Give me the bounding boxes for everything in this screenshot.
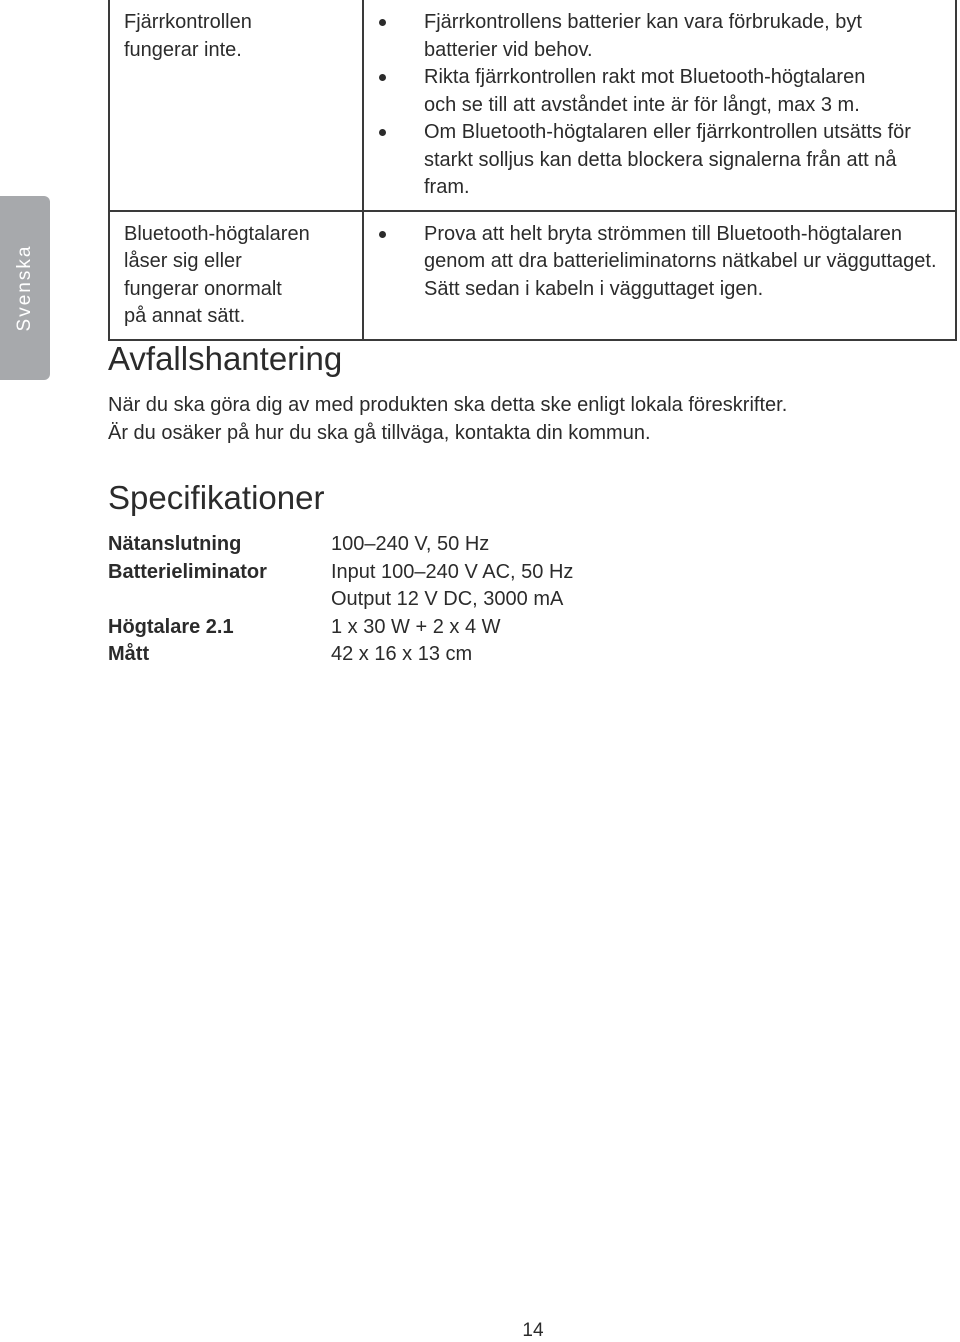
bullet-icon — [379, 19, 386, 26]
solution-cell — [363, 211, 956, 340]
waste-heading: Avfallshantering — [108, 340, 343, 377]
solution-line: Prova att helt bryta strömmen till Bluetooth-högtalaren — [424, 222, 903, 245]
solution-line: Sätt sedan i kabeln i vägguttaget igen. — [424, 277, 764, 300]
solution-line: genom att dra batterieliminatorns nätkabel ur vägguttaget. — [424, 250, 937, 272]
spec-row — [108, 531, 573, 559]
language-side-tab — [0, 196, 50, 380]
spec-row — [108, 559, 573, 614]
spec-value-line: 42 x 16 x 13 cm — [331, 643, 473, 665]
spec-value — [331, 641, 472, 669]
specs-list — [108, 531, 573, 669]
problem-line: låser sig eller — [124, 250, 242, 272]
problem-line: på annat sätt. — [124, 305, 246, 327]
problem-line: Fjärrkontrollen — [124, 11, 252, 33]
spec-label: Högtalare 2.1 — [108, 615, 234, 638]
solution-line: Om Bluetooth-högtalaren eller fjärrkontrollen utsätts för — [424, 121, 911, 143]
page-number: 14 — [522, 1320, 544, 1341]
waste-line: Är du osäker på hur du ska gå tillväga, kontakta din kommun. — [108, 422, 651, 444]
spec-value-line: 100–240 V, 50 Hz — [331, 533, 490, 555]
spec-value-line: 1 x 30 W + 2 x 4 W — [331, 615, 501, 638]
problem-line: fungerar inte. — [124, 38, 242, 61]
list-item — [376, 221, 945, 304]
solution-line: och se till att avståndet inte är för långt, max 3 m. — [424, 93, 860, 116]
spec-value — [331, 531, 489, 559]
problem-line: Bluetooth-högtalaren — [124, 222, 310, 245]
specs-heading: Specifikationer — [108, 479, 325, 516]
list-item — [376, 119, 945, 202]
waste-text — [108, 391, 787, 447]
table-row — [109, 0, 956, 211]
solution-line: Rikta fjärrkontrollen rakt mot Bluetooth-högtalaren — [424, 66, 866, 88]
language-label: Svenska — [14, 244, 35, 332]
solution-list — [376, 221, 945, 304]
spec-value-line: Input 100–240 V AC, 50 Hz — [331, 560, 574, 583]
spec-label: Nätanslutning — [108, 533, 242, 555]
spec-row — [108, 641, 573, 669]
solution-list — [376, 9, 945, 202]
solution-line: Fjärrkontrollens batterier kan vara förbrukade, byt — [424, 11, 862, 33]
spec-label: Batterieliminator — [108, 560, 267, 583]
problem-cell — [109, 211, 363, 340]
troubleshooting-table — [108, 0, 957, 341]
spec-value — [331, 614, 501, 642]
spec-label: Mått — [108, 643, 150, 665]
problem-line: fungerar onormalt — [124, 277, 282, 300]
spec-row — [108, 614, 573, 642]
table-row — [109, 211, 956, 340]
spec-value-line: Output 12 V DC, 3000 mA — [331, 588, 564, 610]
solution-line: starkt solljus kan detta blockera signalerna från att nå fram. — [424, 148, 897, 198]
list-item — [376, 64, 945, 119]
list-item — [376, 9, 945, 64]
bullet-icon — [379, 231, 386, 238]
solution-cell — [363, 0, 956, 211]
waste-line: När du ska göra dig av med produkten ska detta ske enligt lokala föreskrifter. — [108, 394, 788, 416]
bullet-icon — [379, 74, 386, 81]
spec-value — [331, 559, 573, 614]
solution-line: batterier vid behov. — [424, 38, 593, 61]
problem-cell — [109, 0, 363, 211]
bullet-icon — [379, 129, 386, 136]
